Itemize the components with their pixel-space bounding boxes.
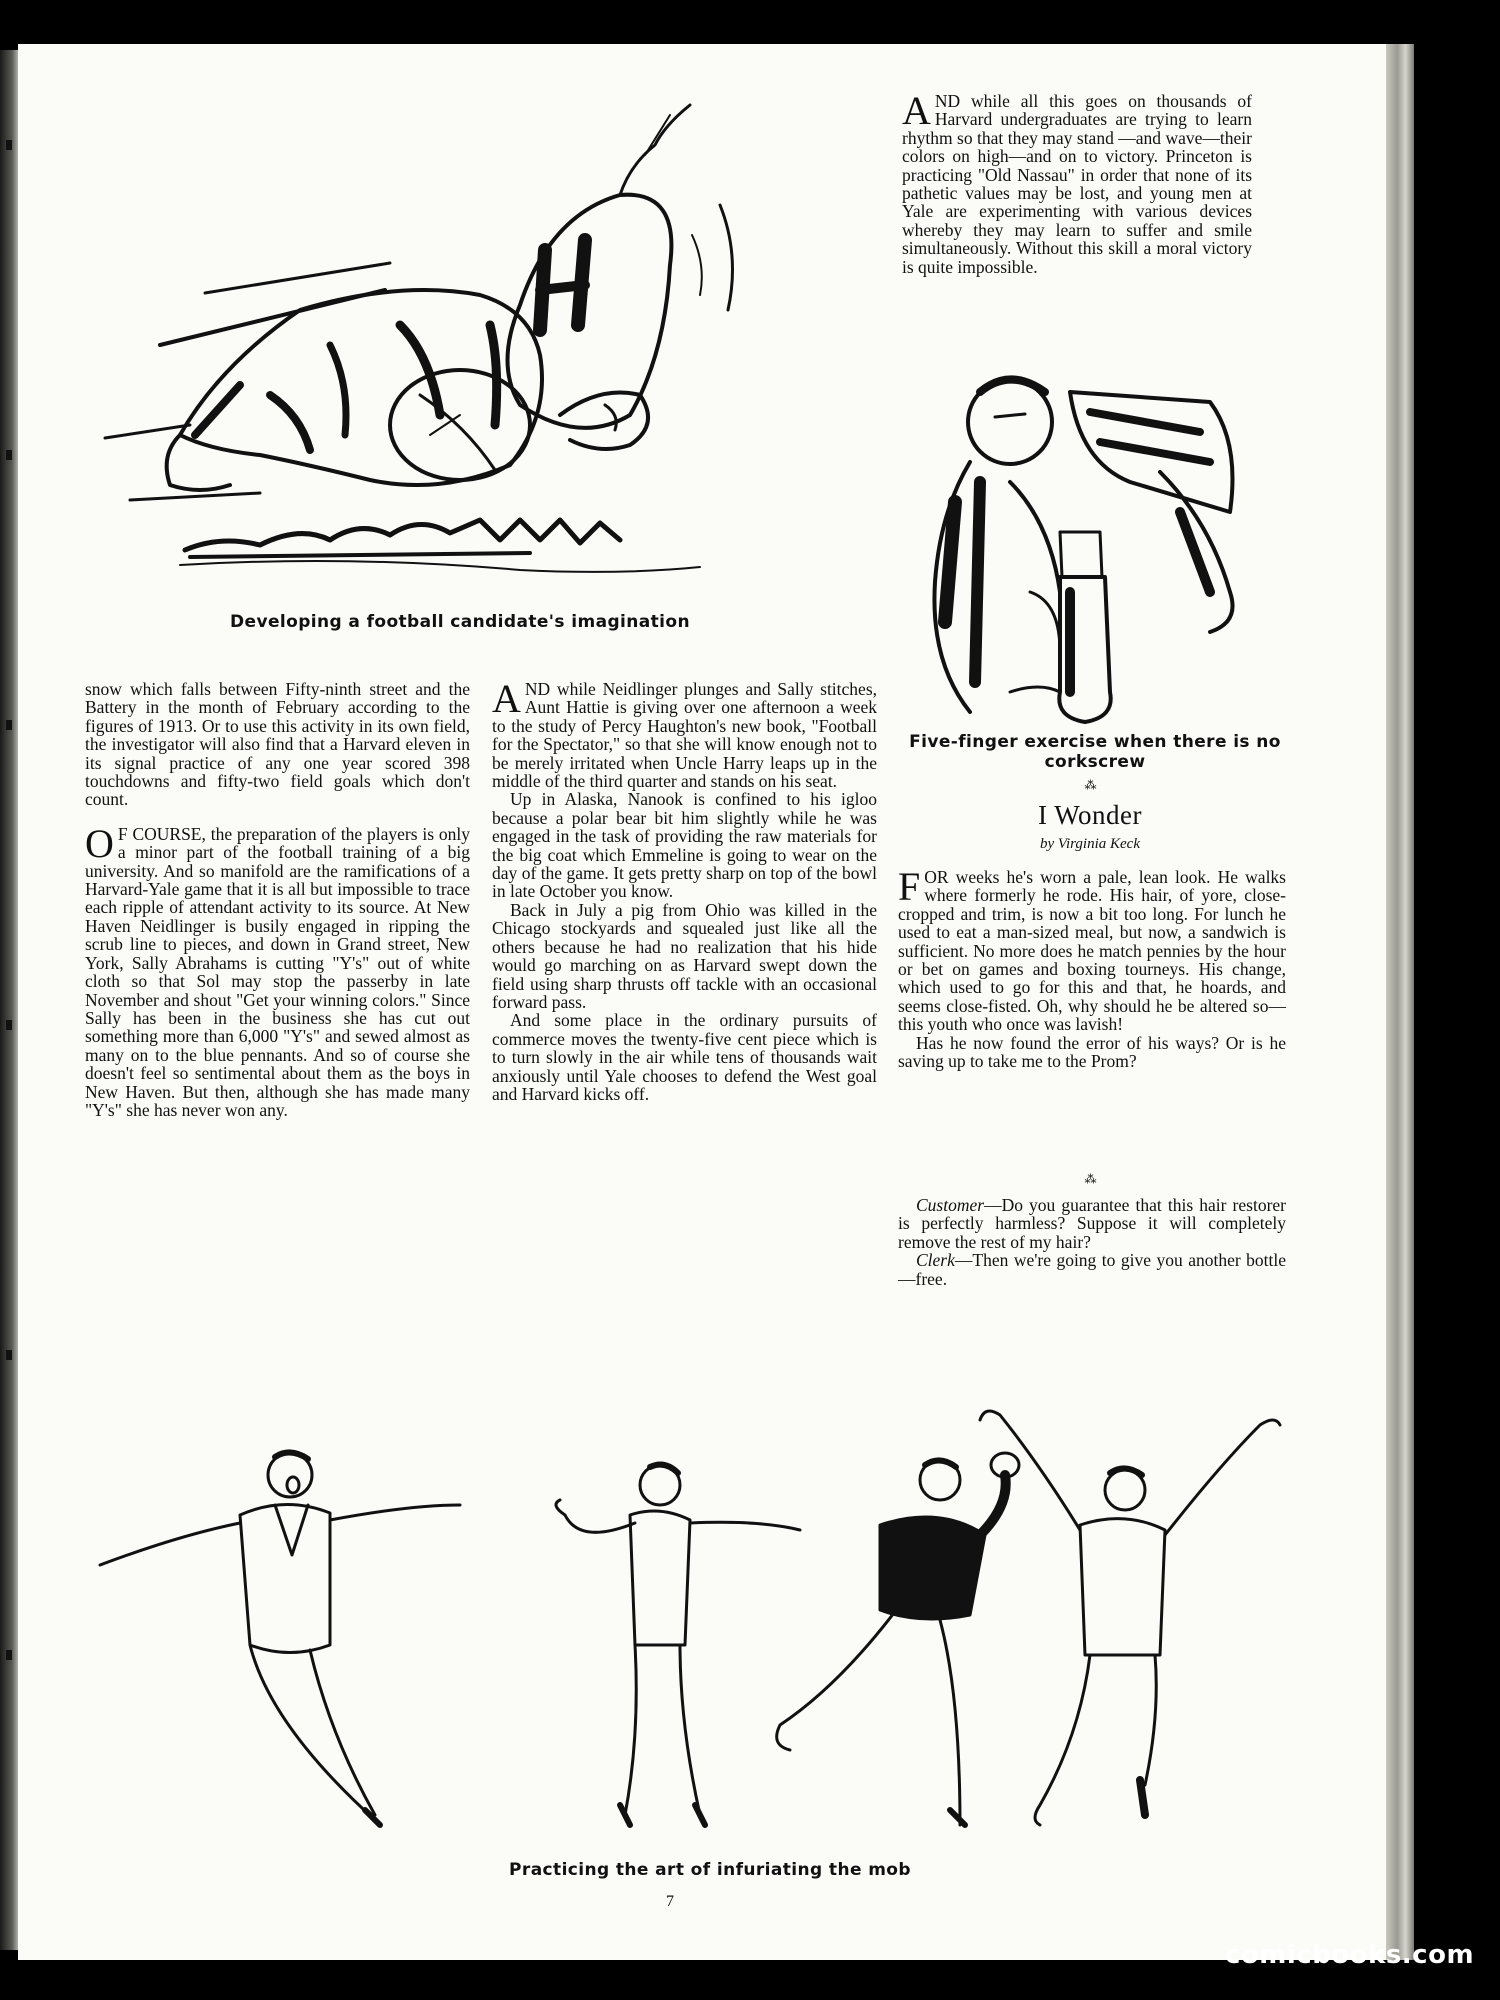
- figure-2: [556, 1465, 800, 1825]
- binding-edge-left: [0, 50, 20, 1950]
- page-number: 7: [666, 1893, 674, 1910]
- middle-column: [492, 676, 877, 1104]
- paragraph: snow which falls between Fifty-ninth street and the Battery in the month of February according to the figures of 1913. Or to use this activity in its own field, the investigator will also find that a Harvard eleven in its signal practice of any one year scored 398 touchdowns and fifty-two field goals which don't count.: [85, 679, 470, 810]
- page-stack-edge-right: [1386, 44, 1414, 1960]
- football-player-illustration: [100, 95, 800, 605]
- edge-mark: [6, 450, 12, 460]
- right-column-intro: [902, 88, 1252, 277]
- drop-cap: F: [898, 864, 921, 909]
- lead-in: OR: [924, 867, 949, 887]
- joke-speaker-customer: Customer: [916, 1195, 985, 1215]
- poem-text: weeks he's worn a pale, lean look. He walks where formerly he rode. His hair, of yore, close-cropped and trim, is now a bit too long. For lunch he used to eat a man-sized meal, but now, a sandwich is sufficient. No more does he match pennies by the hour or bet on games and boxing tourneys. His change, which used to go for this and that, he hoards, and seems close-fisted. Oh, why should he be altered so—this youth who once was lavish!: [898, 867, 1286, 1035]
- watermark: comicbooks.com: [1225, 1940, 1475, 1970]
- edge-mark: [6, 1650, 12, 1660]
- paragraph-text: the preparation of the players is only a minor part of the football training of a big university. And so manifold are the ramifications of a Harvard-Yale game that it is all but impossible to trace each ripple of attendant activity to its source. At New Haven Neidlinger is busily engaged in ripping the scrub line to pieces, and down in Grand street, New York, Sally Abrahams is cutting "Y's" out of white cloth so that Sol may stop the passerby in late November and shout "Get your winning colors." Since Sally has been in the business she has cut out something more than 6,000 "Y's" and sewed almost as many on to the blue pennants. And so of course she doesn't feel so sentimental about them as the boys in New Haven. But then, although she has made many "Y's" she has never won any.: [85, 823, 470, 1120]
- joke-line: —Then we're going to give you another bottle—free.: [898, 1250, 1286, 1289]
- left-column: [85, 680, 470, 1119]
- corkscrew-illustration: [910, 362, 1270, 732]
- joke-speaker-clerk: Clerk: [916, 1250, 955, 1271]
- edge-mark: [6, 140, 12, 150]
- corkscrew-caption-line1: Five-finger exercise when there is no: [909, 732, 1281, 752]
- paragraph: And some place in the ordinary pursuits of commerce moves the twenty-five cent piece which is to turn slowly in the air while tens of thousands wait anxiously until Yale chooses to defend the West goal and Harvard kicks off.: [492, 1010, 877, 1104]
- drop-cap: A: [902, 88, 931, 133]
- figure-1: [100, 1452, 460, 1825]
- paragraph: Up in Alaska, Nanook is confined to his igloo because a polar bear bit him slightly while he was engaged in the task of providing the raw materials for the big coat which Emmeline is going to wear on the day of the game. It gets pretty sharp on top of the bowl in late October you know.: [492, 789, 877, 902]
- joke-column: [898, 1196, 1286, 1288]
- edge-mark: [6, 1350, 12, 1360]
- section-ornament: ⁂: [1084, 1172, 1096, 1186]
- paragraph: Back in July a pig from Ohio was killed in the Chicago stockyards and squealed just like all the others because he had no realization that his hide would go marching on as Harvard swept down the field using sharp thrusts off tackle with an occasional forward pass.: [492, 899, 877, 1012]
- mob-figures-illustration: [80, 1395, 1300, 1845]
- lead-in: ND: [524, 679, 551, 699]
- drop-cap: O: [85, 820, 114, 866]
- paragraph-text: while Neidlinger plunges and Sally stitches, Aunt Hattie is giving over one afternoon a week to the study of Percy Haughton's new book, "Football for the Spectator," so that she will know enough not to be merely irritated when Uncle Harry leaps up in the middle of the third quarter and stands on his seat.: [492, 679, 877, 792]
- figure-4: [980, 1411, 1280, 1825]
- poem-byline: by Virginia Keck: [1040, 836, 1140, 852]
- drop-cap: A: [492, 676, 521, 721]
- figure-3: [777, 1453, 1019, 1825]
- section-ornament: ⁂: [1084, 778, 1096, 792]
- lead-in: ND: [934, 91, 961, 111]
- mob-illustration-caption: Practicing the art of infuriating the mob: [509, 1860, 911, 1880]
- corkscrew-caption-line2: corkscrew: [1044, 752, 1146, 772]
- edge-mark: [6, 720, 12, 730]
- paragraph-text: while all this goes on thousands of Harvard undergraduates are trying to learn rhythm so that they may stand —and wave—their colors on high—and on to victory. Princeton is practicing "Old Nassau" in order that none of its pathetic values may be lost, and young men at Yale are experimenting with various devices whereby they may learn to suffer and smile simultaneously. Without this skill a moral victory is quite impossible.: [902, 91, 1252, 277]
- poem-closing: Has he now found the error of his ways? Or is he saving up to take me to the Prom?: [898, 1032, 1286, 1072]
- edge-mark: [6, 1020, 12, 1030]
- poem-column: [898, 864, 1286, 1072]
- lead-in: F COURSE,: [117, 823, 206, 844]
- poem-title: I Wonder: [1037, 800, 1143, 830]
- football-illustration-caption: Developing a football candidate's imagination: [230, 612, 690, 632]
- joke-line: —Do you guarantee that this hair restorer is perfectly harmless? Suppose it will completely remove the rest of my hair?: [898, 1195, 1286, 1252]
